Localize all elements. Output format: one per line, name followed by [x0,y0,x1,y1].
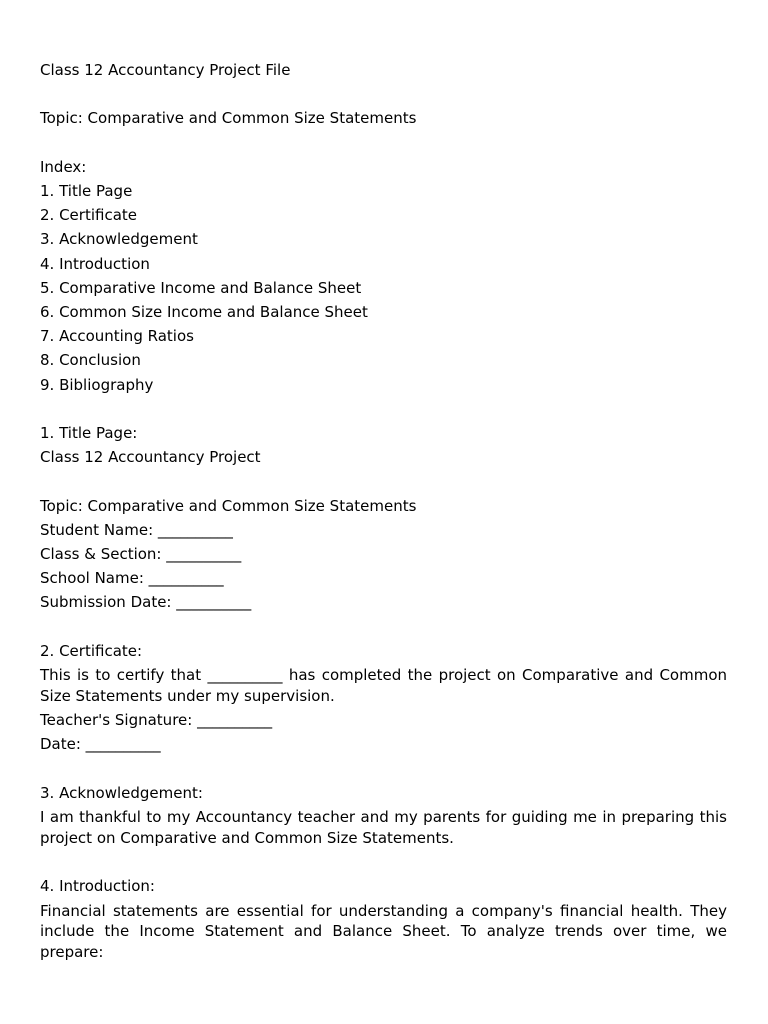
index-item: 4. Introduction [40,254,150,273]
index-list [40,179,727,397]
index-item: 9. Bibliography [40,375,154,394]
index-item: 8. Conclusion [40,351,141,370]
spacer [40,615,727,639]
index-heading: Index: [40,157,87,176]
spacer [40,757,727,781]
certificate-heading: 2. Certificate: [40,641,143,660]
index-item: 7. Accounting Ratios [40,327,194,346]
title-page-topic: Topic: Comparative and Common Size Statements [40,496,417,515]
introduction-text: Financial statements are essential for understanding a company's financial health. They include the Income Statement and Balance Sheet. To analyze trends over time, we prepare: [40,901,727,961]
certificate-date-field: Date: __________ [40,735,161,754]
index-item: 5. Comparative Income and Balance Sheet [40,278,362,297]
submission-date-field: Submission Date: __________ [40,593,252,612]
student-name-field: Student Name: __________ [40,520,233,539]
file-title: Class 12 Accountancy Project File [40,61,291,79]
spacer [40,397,727,421]
spacer [40,131,727,155]
teacher-signature-field: Teacher's Signature: __________ [40,711,273,730]
index-item: 3. Acknowledgement [40,230,198,249]
title-page-heading: 1. Title Page: [40,424,138,442]
class-section-field: Class & Section: __________ [40,545,242,563]
introduction-heading: 4. Introduction: [40,877,155,896]
spacer [40,82,727,106]
index-item: 6. Common Size Income and Balance Sheet [40,303,368,321]
school-name-field: School Name: __________ [40,569,224,588]
acknowledgement-text: I am thankful to my Accountancy teacher and my parents for guiding me in preparing this project on Comparative and Common Size Statements. [40,807,727,847]
index-item: 1. Title Page [40,181,133,200]
spacer [40,850,727,874]
index-item: 2. Certificate [40,206,137,225]
acknowledgement-heading: 3. Acknowledgement: [40,783,203,802]
certificate-text: This is to certify that __________ has completed the project on Comparative and Common Size Statements under my supervision. [40,666,727,705]
spacer [40,469,727,493]
project-title: Class 12 Accountancy Project [40,448,261,467]
topic-line: Topic: Comparative and Common Size Statements [40,109,417,128]
